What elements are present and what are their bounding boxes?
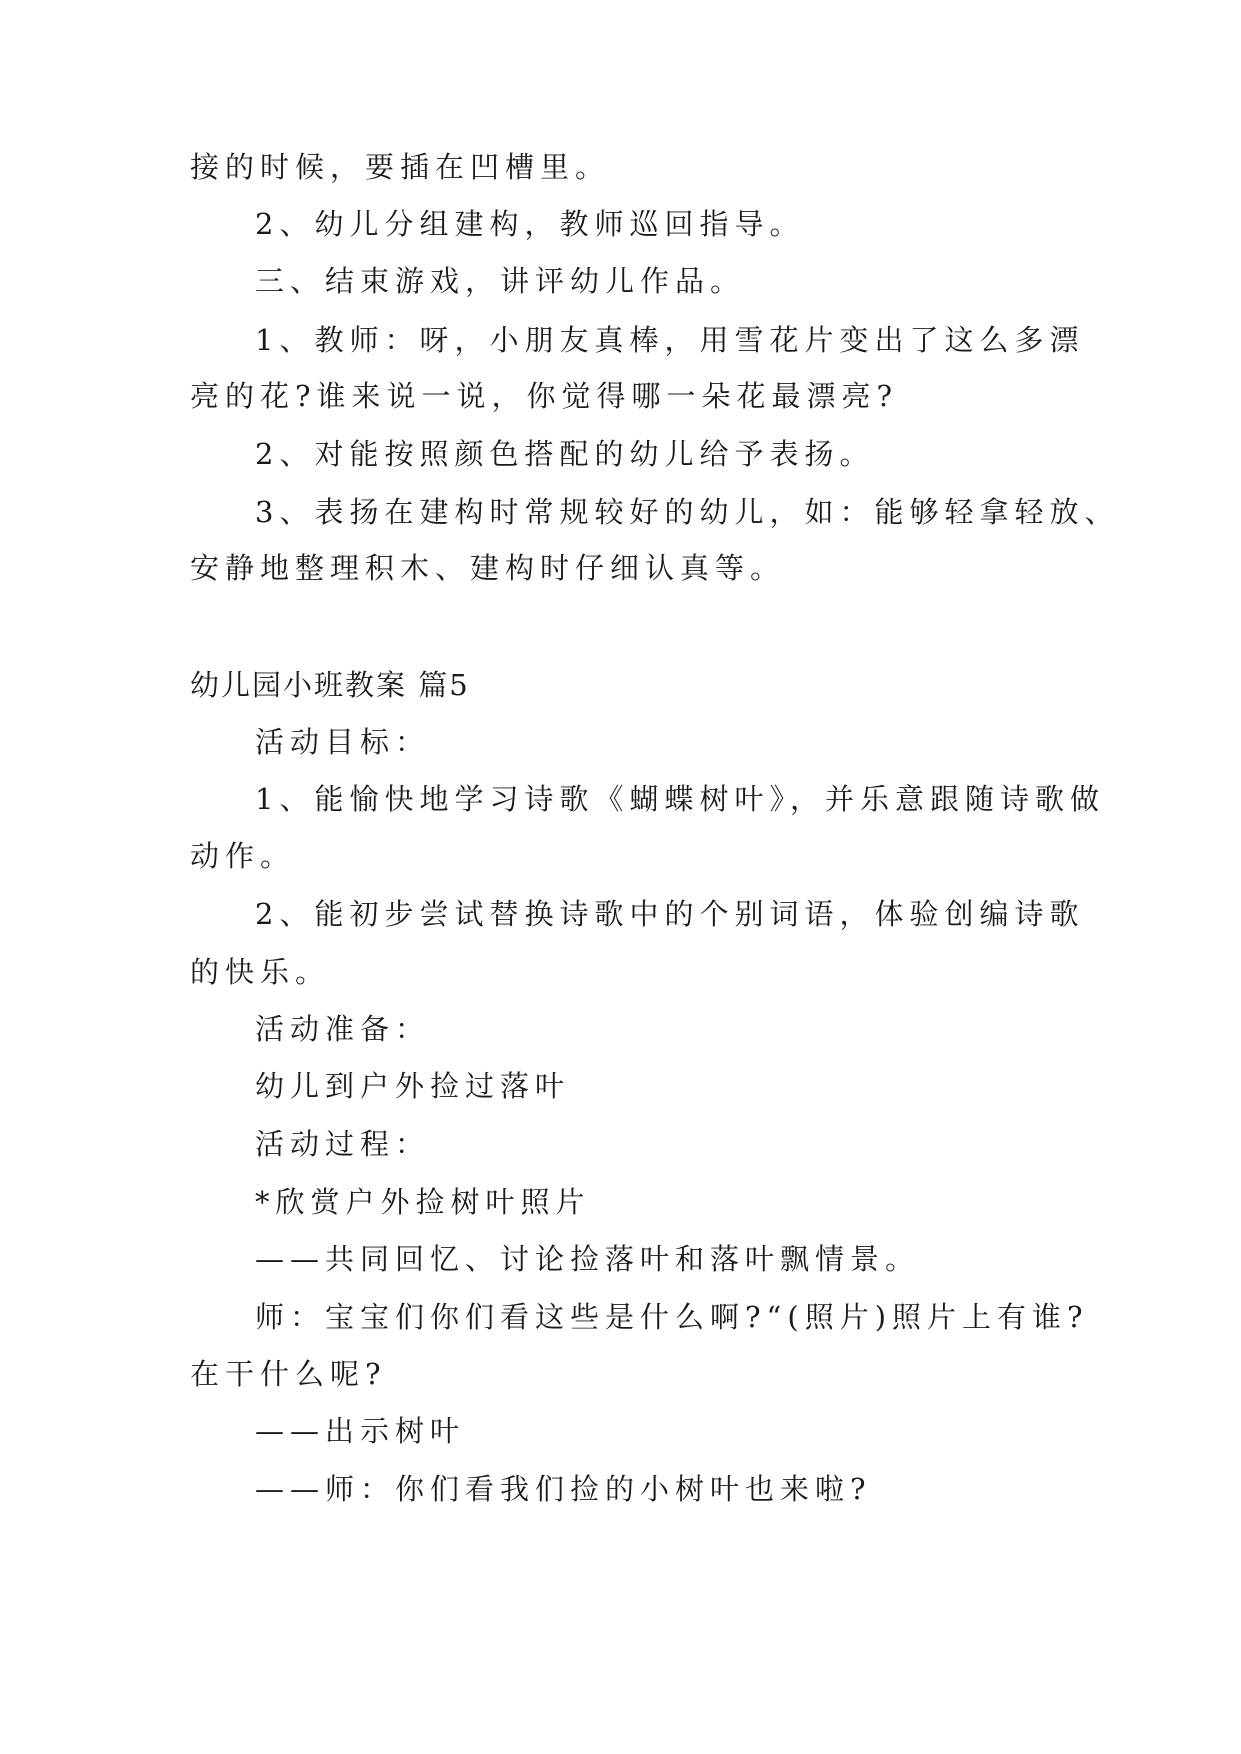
text-line: 幼儿到户外捡过落叶: [255, 1069, 571, 1103]
text-line: 3、表扬在建构时常规较好的幼儿，如：能够轻拿轻放、: [255, 495, 1120, 529]
text-line: 接的时候，要插在凹槽里。: [190, 150, 611, 184]
text-line: 的快乐。: [190, 955, 331, 989]
text-line: 亮的花?谁来说一说，你觉得哪一朵花最漂亮?: [190, 379, 899, 413]
text-line: ——共同回忆、讨论捡落叶和落叶飘情景。: [255, 1242, 921, 1276]
text-line: 1、教师：呀，小朋友真棒，用雪花片变出了这么多漂: [255, 323, 1085, 357]
text-line: 2、能初步尝试替换诗歌中的个别词语，体验创编诗歌: [255, 897, 1085, 931]
text-line: 动作。: [190, 839, 296, 873]
text-line: 1、能愉快地学习诗歌《蝴蝶树叶》，并乐意跟随诗歌做: [255, 782, 1105, 816]
text-line: 活动目标：: [255, 725, 431, 759]
text-line: 在干什么呢?: [190, 1357, 387, 1391]
text-line: ——师：你们看我们捡的小树叶也来啦?: [255, 1472, 872, 1506]
text-line: 安静地整理积木、建构时仔细认真等。: [190, 551, 786, 585]
text-line: 师：宝宝们你们看这些是什么啊?“(照片)照片上有谁?: [255, 1300, 1089, 1334]
section-heading: 幼儿园小班教案 篇5: [190, 668, 470, 702]
text-line: ——出示树叶: [255, 1414, 466, 1448]
text-line: *欣赏户外捡树叶照片: [255, 1185, 591, 1219]
text-line: 活动准备：: [255, 1012, 431, 1046]
text-line: 三、结束游戏，讲评幼儿作品。: [255, 264, 746, 298]
text-line: 活动过程：: [255, 1127, 431, 1161]
text-line: 2、幼儿分组建构，教师巡回指导。: [255, 207, 805, 241]
text-line: 2、对能按照颜色搭配的幼儿给予表扬。: [255, 437, 875, 471]
